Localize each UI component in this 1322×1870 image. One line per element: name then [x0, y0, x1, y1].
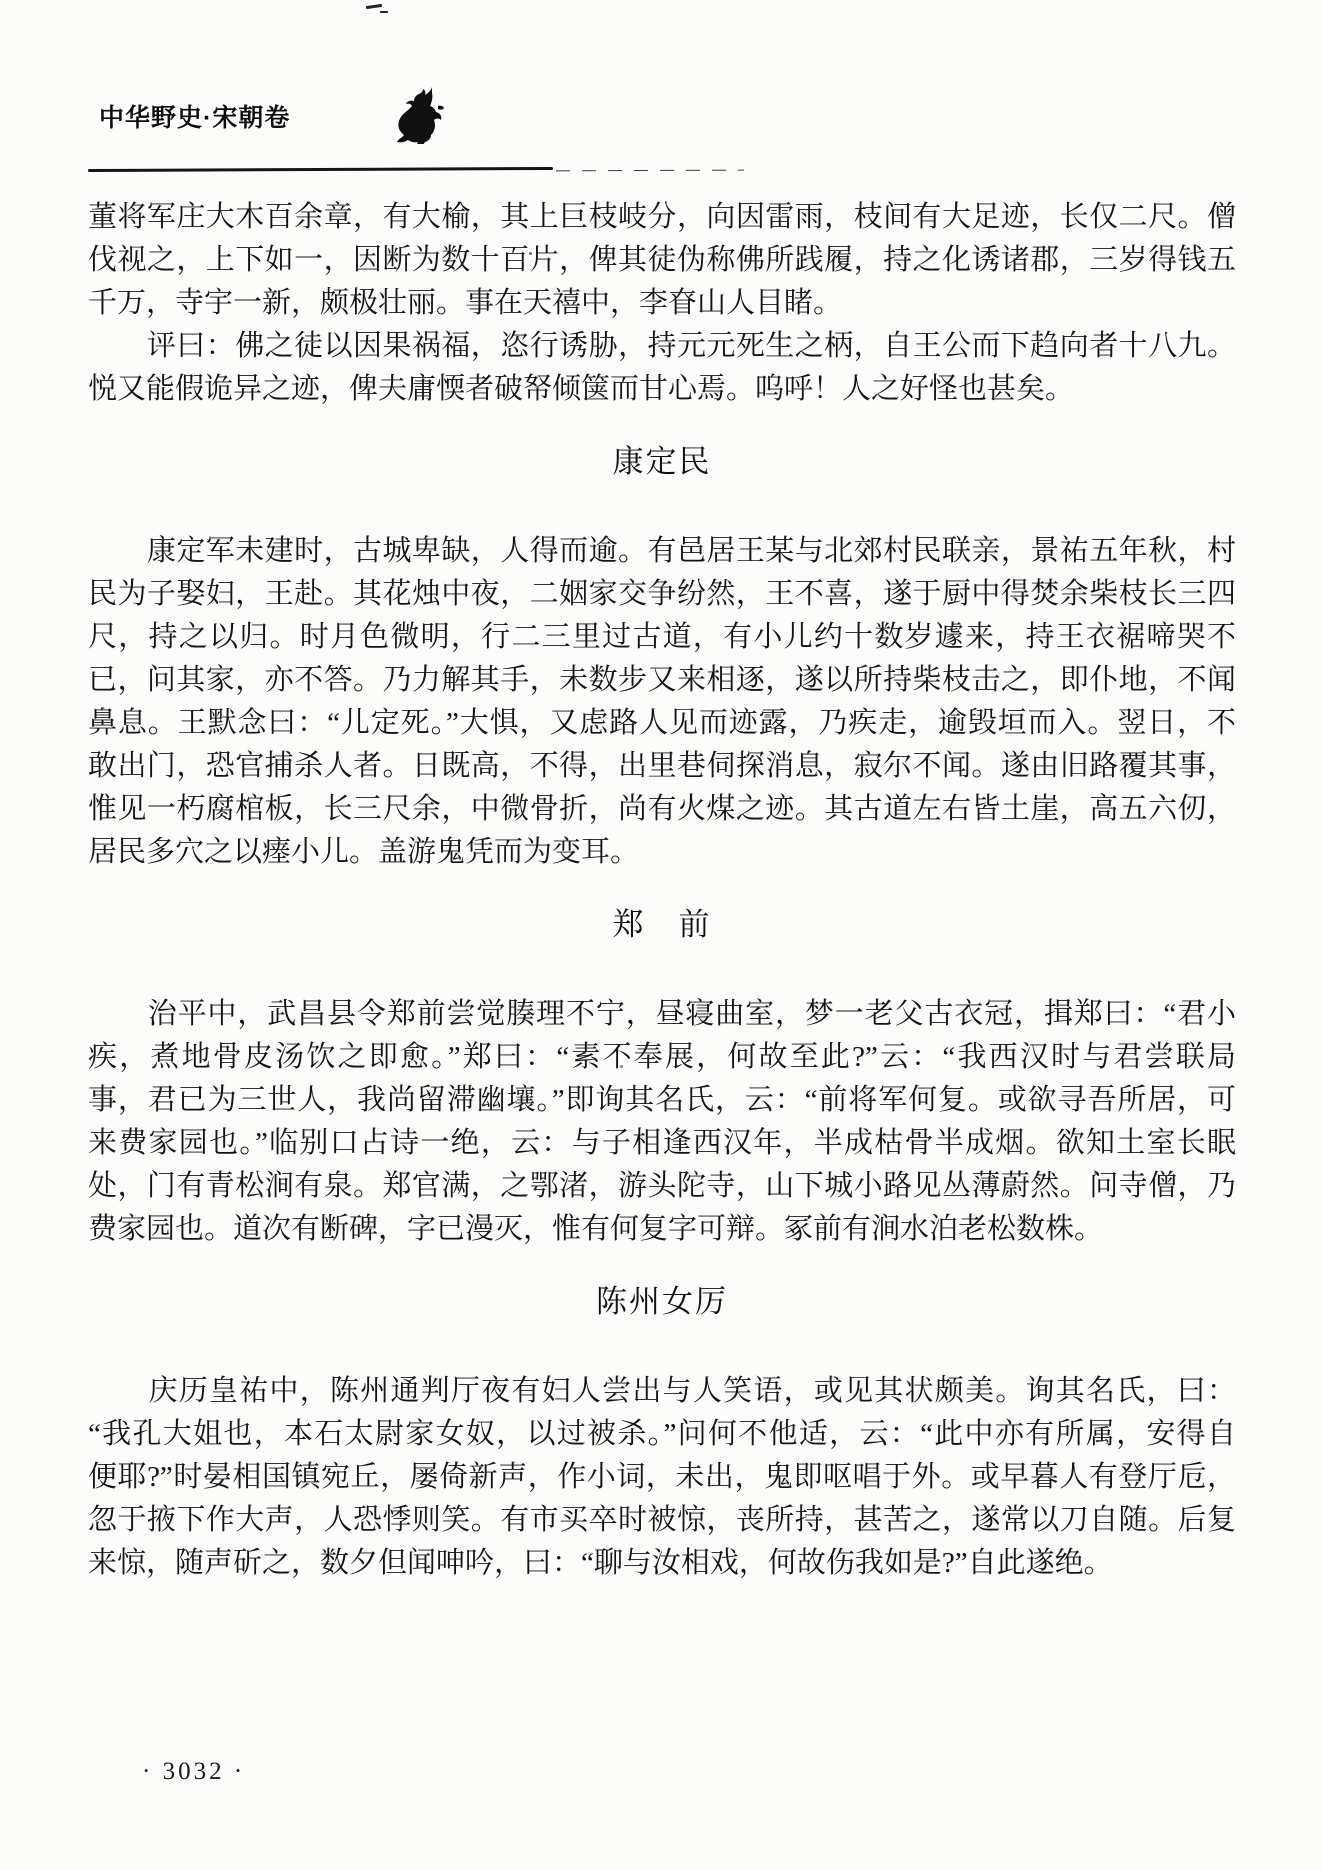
text-line: 处，门有青松涧有泉。郑官满，之鄂渚，游头陀寺，山下城小路见丛薄蔚然。问寺僧，乃: [88, 1170, 1236, 1202]
scan-artifact: [366, 4, 382, 9]
text-line: 伐视之，上下如一，因断为数十百片，俾其徒伪称佛所践履，持之化诱诸郡，三岁得钱五: [88, 244, 1236, 276]
text-line: 事，君已为三世人，我尚留滞幽壤。”即询其名氏，云：“前将军何复。或欲寻吾所居，可: [88, 1084, 1236, 1116]
text-line: 董将军庄大木百余章，有大榆，其上巨枝岐分，向因雷雨，枝间有大足迹，长仅二尺。僧: [88, 201, 1236, 233]
paragraph: [88, 196, 1236, 325]
section-heading: 陈州女厉: [596, 1284, 728, 1319]
section-heading: 康定民: [612, 444, 712, 479]
text-line: 已，问其家，亦不答。乃力解其手，未数步又来相逐，遂以所持柴枝击之，即仆地，不闻: [88, 664, 1236, 696]
scan-artifact: [380, 11, 388, 13]
book-title: 中华野史·宋朝卷: [99, 104, 291, 132]
text-line: 千万，寺宇一新，颇极壮丽。事在天禧中，李眘山人目睹。: [88, 287, 843, 319]
text-line: 居民多穴之以瘗小儿。盖游鬼凭而为变耳。: [88, 836, 640, 868]
header-rule-faint: [556, 170, 744, 172]
qilin-ornament-icon: [392, 84, 448, 144]
page-body-text: [88, 196, 1236, 1585]
paragraph: [88, 325, 1236, 411]
text-line: 费家园也。道次有断碑，字已漫灭，惟有何复字可辩。冢前有涧水泊老松数株。: [88, 1213, 1104, 1245]
text-line: 来费家园也。”临别口占诗一绝，云：与子相逢西汉年，半成枯骨半成烟。欲知土室长眠: [88, 1127, 1236, 1159]
section-heading: 郑 前: [612, 907, 712, 942]
text-line: 民为子娶妇，王赴。其花烛中夜，二姻家交争纷然，王不喜，遂于厨中得焚余柴枝长三四: [88, 578, 1236, 610]
header-rule: [88, 167, 553, 172]
paragraph: [88, 1370, 1236, 1585]
text-line: 鼻息。王默念曰：“儿定死。”大惧，又虑路人见而迹露，乃疾走，逾毁垣而入。翌日，不: [88, 707, 1236, 739]
text-line: 康定军未建时，古城卑缺，人得而逾。有邑居王某与北郊村民联亲，景祐五年秋，村: [88, 535, 1236, 567]
text-line: 忽于掖下作大声，人恐悸则笑。有市买卒时被惊，丧所持，甚苦之，遂常以刀自随。后复: [88, 1504, 1236, 1536]
paragraph: [88, 993, 1236, 1251]
paragraph: [88, 530, 1236, 874]
page-number: · 3032 ·: [142, 1758, 246, 1785]
text-line: 敢出门，恐官捕杀人者。日既高，不得，出里巷伺探消息，寂尔不闻。遂由旧路覆其事，: [88, 750, 1236, 782]
text-line: 惟见一朽腐棺板，长三尺余，中微骨折，尚有火煤之迹。其古道左右皆土崖，高五六仞，: [88, 793, 1236, 825]
text-line: 治平中，武昌县令郑前尝觉腠理不宁，昼寝曲室，梦一老父古衣冠，揖郑曰：“君小: [88, 998, 1236, 1030]
text-line: 尺，持之以归。时月色微明，行二三里过古道，有小儿约十数岁遽来，持王衣裾啼哭不: [88, 621, 1236, 653]
text-line: 便耶?”时晏相国镇宛丘，屡倚新声，作小词，未出，鬼即呕唱于外。或早暮人有登厅卮，: [88, 1461, 1236, 1493]
text-line: 评曰：佛之徒以因果祸福，恣行诱胁，持元元死生之柄，自王公而下趋向者十八九。: [88, 330, 1236, 362]
text-line: 悦又能假诡异之迹，俾夫庸愞者破帑倾箧而甘心焉。呜呼！人之好怪也甚矣。: [88, 373, 1075, 405]
text-line: “我孔大姐也，本石太尉家女奴，以过被杀。”问何不他适，云：“此中亦有所属，安得自: [88, 1418, 1236, 1450]
text-line: 疾，煮地骨皮汤饮之即愈。”郑曰：“素不奉展，何故至此?”云：“我西汉时与君尝联局: [88, 1041, 1236, 1073]
text-line: 来惊，随声斫之，数夕但闻呻吟，曰：“聊与汝相戏，何故伤我如是?”自此遂绝。: [88, 1547, 1113, 1579]
text-line: 庆历皇祐中，陈州通判厅夜有妇人尝出与人笑语，或见其状颇美。询其名氏，曰：: [88, 1375, 1236, 1407]
